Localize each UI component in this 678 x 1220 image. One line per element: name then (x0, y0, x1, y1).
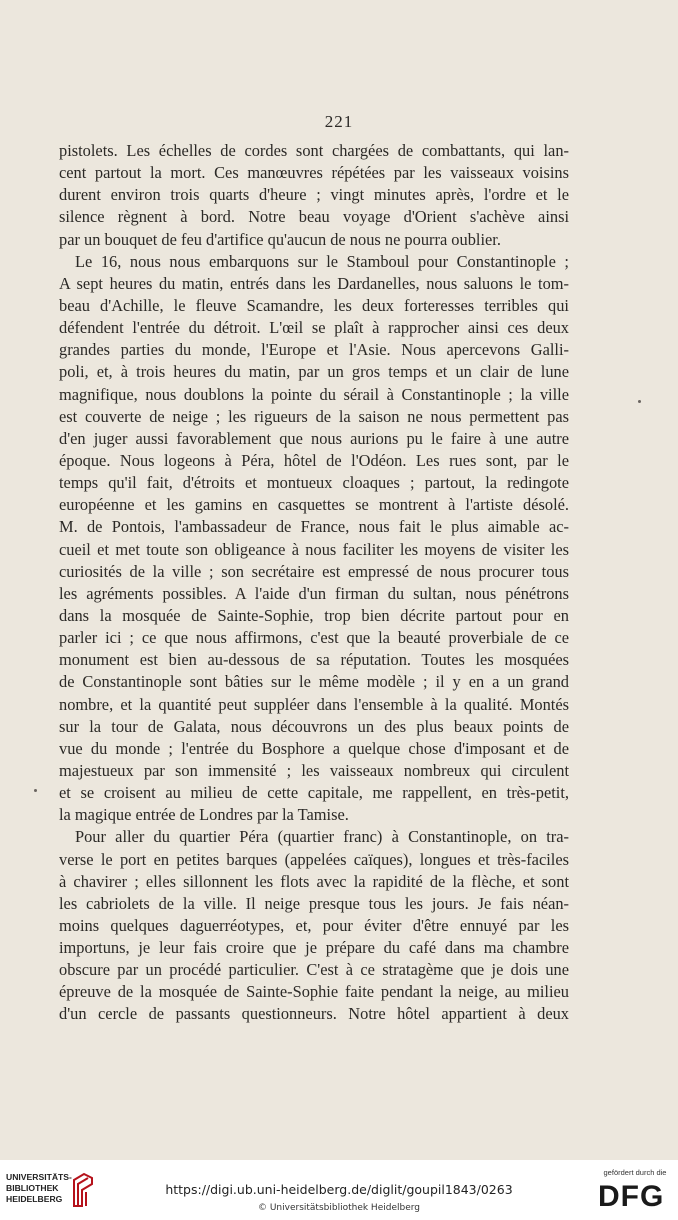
dfg-funding[interactable] (596, 1168, 674, 1216)
text-line: les agréments possibles. A l'aide d'un firman du sultan, nous pénétrons (59, 583, 569, 603)
text-line: cent partout la mort. Ces manœuvres répétées par les vaisseaux voisins (59, 163, 569, 183)
text-line: M. de Pontois, l'ambassadeur de France, nous fait le plus aimable ac- (59, 517, 569, 537)
text-line: nombre, et la quantité peut suppléer dans l'ensemble à la qualité. Montés (59, 694, 569, 714)
text-line: parler ici ; ce que nous affirmons, c'est que la beauté proverbiale de ce (59, 628, 569, 648)
text-line: beau d'Achille, le fleuve Scamandre, les deux forteresses terribles qui (59, 295, 569, 315)
text-line: les cabriolets de la ville. Il neige presque tous les jours. Je fais néan- (59, 893, 569, 913)
text-line: par un bouquet de feu d'artifice qu'aucun de nous ne pourra oublier. (59, 229, 501, 249)
text-line: et se croisent au milieu de cette capitale, me rappellent, en très-petit, (59, 783, 569, 803)
text-line: européenne et les gamins en casquettes se montrent à l'artiste désolé. (59, 495, 569, 515)
text-line: d'en juger aussi favorablement que nous aurions pu le faire à une autre (59, 428, 569, 448)
margin-speck (34, 789, 37, 792)
text-line: de Constantinople sont bâties sur le même modèle ; il y en a un grand (59, 672, 569, 692)
text-line: Le 16, nous nous embarquons sur le Stamboul pour Constantinople ; (75, 251, 569, 271)
footer (0, 1160, 678, 1220)
text-line: monument est bien au-dessous de sa réputation. Toutes les mosquées (59, 650, 569, 670)
text-line: moins quelques daguerréotypes, et, pour éviter d'être ennuyé par les (59, 915, 569, 935)
permalink-url[interactable]: https://digi.ub.uni-heidelberg.de/diglit/goupil1843/0263 (165, 1182, 513, 1197)
text-line: sur la tour de Galata, nous découvrons un des plus beaux points de (59, 716, 569, 736)
text-line: cueil et met toute son obligeance à nous faciliter les moyens de visiter les (59, 539, 569, 559)
text-line: à chavirer ; elles sillonnent les flots avec la rapidité de la flèche, et sont (59, 871, 569, 891)
text-line: est couverte de neige ; les rigueurs de la saison ne nous permettent pas (59, 406, 569, 426)
text-line: la magique entrée de Londres par la Tamise. (59, 805, 349, 825)
text-line: magnifique, nous doublons la pointe du sérail à Constantinople ; la ville (59, 384, 569, 404)
text-line: d'un cercle de passants questionneurs. Notre hôtel appartient à deux (59, 1004, 569, 1024)
library-name-line: UNIVERSITÄTS- (6, 1172, 72, 1182)
text-line: temps qu'il fait, d'étroits et montueux cloaques ; partout, la redingote (59, 473, 569, 493)
text-line: époque. Nous logeons à Péra, hôtel de l'Odéon. Les rues sont, par le (59, 450, 569, 470)
text-line: majestueux par son immensité ; les vaisseaux nombreux qui circulent (59, 760, 569, 780)
text-line: vue du monde ; l'entrée du Bosphore a quelque chose d'imposant et de (59, 738, 569, 758)
text-line: poli, et, à trois heures du matin, par un gros temps et un clair de lune (59, 362, 569, 382)
text-line: importuns, je leur fais croire que je prépare du café dans ma chambre (59, 938, 569, 958)
text-line: silence règnent à bord. Notre beau voyage d'Orient s'achève ainsi (59, 207, 569, 227)
text-line: défendent l'entrée du détroit. L'œil se plaît à rapprocher ainsi ces deux (59, 318, 569, 338)
library-name-line: HEIDELBERG (6, 1194, 63, 1204)
text-line: verse le port en petites barques (appelées caïques), longues et très-faciles (59, 849, 569, 869)
body-text (59, 140, 569, 1026)
text-line: curiosités de la ville ; son secrétaire est empressé de nous procurer tous (59, 561, 569, 581)
text-line: obscure par un procédé particulier. C'est à ce stratagème que je dois une (59, 960, 569, 980)
library-name-line: BIBLIOTHEK (6, 1183, 59, 1193)
text-line: durent environ trois quarts d'heure ; vingt minutes après, l'ordre et le (59, 185, 569, 205)
text-line: A sept heures du matin, entrés dans les Dardanelles, nous saluons le tom- (59, 273, 569, 293)
dfg-logo: DFG (598, 1180, 665, 1213)
text-line: épreuve de la mosquée de Sainte-Sophie faite pendant la neige, au milieu (59, 982, 569, 1002)
text-line: grandes parties du monde, l'Europe et l'Asie. Nous apercevons Galli- (59, 340, 569, 360)
text-line: pistolets. Les échelles de cordes sont chargées de combattants, qui lan- (59, 141, 569, 160)
funding-caption: gefördert durch die (603, 1168, 667, 1177)
copyright-notice: © Universitätsbibliothek Heidelberg (257, 1203, 420, 1213)
page-number: 221 (324, 112, 354, 131)
text-line: Pour aller du quartier Péra (quartier franc) à Constantinople, on tra- (75, 827, 569, 847)
text-line: dans la mosquée de Sainte-Sophie, trop bien décrite partout pour en (59, 605, 569, 625)
margin-speck (638, 400, 641, 403)
